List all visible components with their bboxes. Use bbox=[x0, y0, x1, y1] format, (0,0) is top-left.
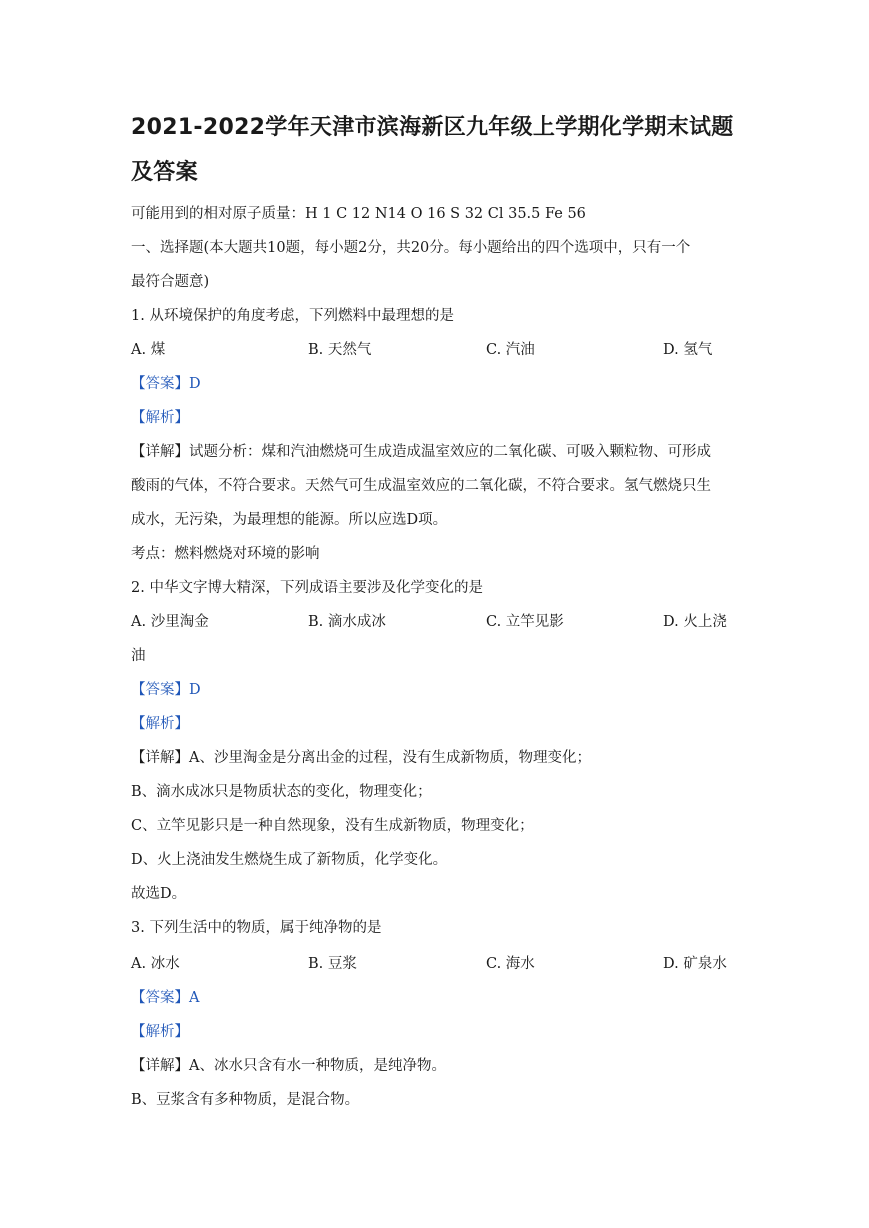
question-1-answer: 【答案】D bbox=[131, 376, 201, 392]
question-1-detail-line-4: 考点：燃料燃烧对环境的影响 bbox=[131, 546, 320, 562]
question-3-option-b: B. 豆浆 bbox=[308, 956, 357, 972]
question-2-detail-line-5: 故选D。 bbox=[131, 886, 187, 902]
question-3-option-a: A. 冰水 bbox=[131, 956, 180, 972]
question-1-detail-line-2: 酸雨的气体，不符合要求。天然气可生成温室效应的二氧化碳，不符合要求。氢气燃烧只生 bbox=[131, 478, 711, 494]
question-3-detail-line-2: B、豆浆含有多种物质，是混合物。 bbox=[131, 1092, 360, 1108]
question-1-option-b: B. 天然气 bbox=[308, 342, 372, 358]
section-heading-line-1: 一、选择题(本大题共10题，每小题2分，共20分。每小题给出的四个选项中，只有一个 bbox=[131, 240, 691, 256]
question-3-answer: 【答案】A bbox=[131, 990, 200, 1006]
question-1-option-d: D. 氢气 bbox=[663, 342, 713, 358]
question-2-option-d: D. 火上浇 bbox=[663, 614, 727, 630]
question-2-detail-line-1: 【详解】A、沙里淘金是分离出金的过程，没有生成新物质，物理变化； bbox=[131, 750, 591, 766]
question-3-option-c: C. 海水 bbox=[486, 956, 535, 972]
document-title-line-2: 及答案 bbox=[131, 160, 198, 185]
question-2-stem: 2. 中华文字博大精深，下列成语主要涉及化学变化的是 bbox=[131, 580, 483, 596]
question-1-detail-line-3: 成水，无污染，为最理想的能源。所以应选D项。 bbox=[131, 512, 448, 528]
document-title-line-1: 2021-2022学年天津市滨海新区九年级上学期化学期末试题 bbox=[131, 115, 734, 140]
question-1-option-c: C. 汽油 bbox=[486, 342, 535, 358]
question-3-option-d: D. 矿泉水 bbox=[663, 956, 727, 972]
section-heading-line-2: 最符合题意) bbox=[131, 274, 210, 290]
question-1-stem: 1. 从环境保护的角度考虑，下列燃料中最理想的是 bbox=[131, 308, 454, 324]
question-2-detail-line-4: D、火上浇油发生燃烧生成了新物质，化学变化。 bbox=[131, 852, 448, 868]
question-2-option-b: B. 滴水成冰 bbox=[308, 614, 386, 630]
question-2-detail-line-2: B、滴水成冰只是物质状态的变化，物理变化； bbox=[131, 784, 432, 800]
question-2-detail-line-3: C、立竿见影只是一种自然现象，没有生成新物质，物理变化； bbox=[131, 818, 534, 834]
question-2-analysis-label: 【解析】 bbox=[131, 716, 189, 732]
question-2-option-wrap: 油 bbox=[131, 648, 146, 664]
question-3-analysis-label: 【解析】 bbox=[131, 1024, 189, 1040]
question-1-detail-line-1: 【详解】试题分析：煤和汽油燃烧可生成造成温室效应的二氧化碳、可吸入颗粒物、可形成 bbox=[131, 444, 711, 460]
question-1-analysis-label: 【解析】 bbox=[131, 410, 189, 426]
question-3-detail-line-1: 【详解】A、冰水只含有水一种物质，是纯净物。 bbox=[131, 1058, 446, 1074]
atomic-mass-note: 可能用到的相对原子质量：H 1 C 12 N14 O 16 S 32 Cl 35.5 Fe 56 bbox=[131, 206, 586, 222]
question-2-option-a: A. 沙里淘金 bbox=[131, 614, 209, 630]
question-1-option-a: A. 煤 bbox=[131, 342, 166, 358]
question-2-option-c: C. 立竿见影 bbox=[486, 614, 564, 630]
question-3-stem: 3. 下列生活中的物质，属于纯净物的是 bbox=[131, 920, 382, 936]
question-2-answer: 【答案】D bbox=[131, 682, 201, 698]
